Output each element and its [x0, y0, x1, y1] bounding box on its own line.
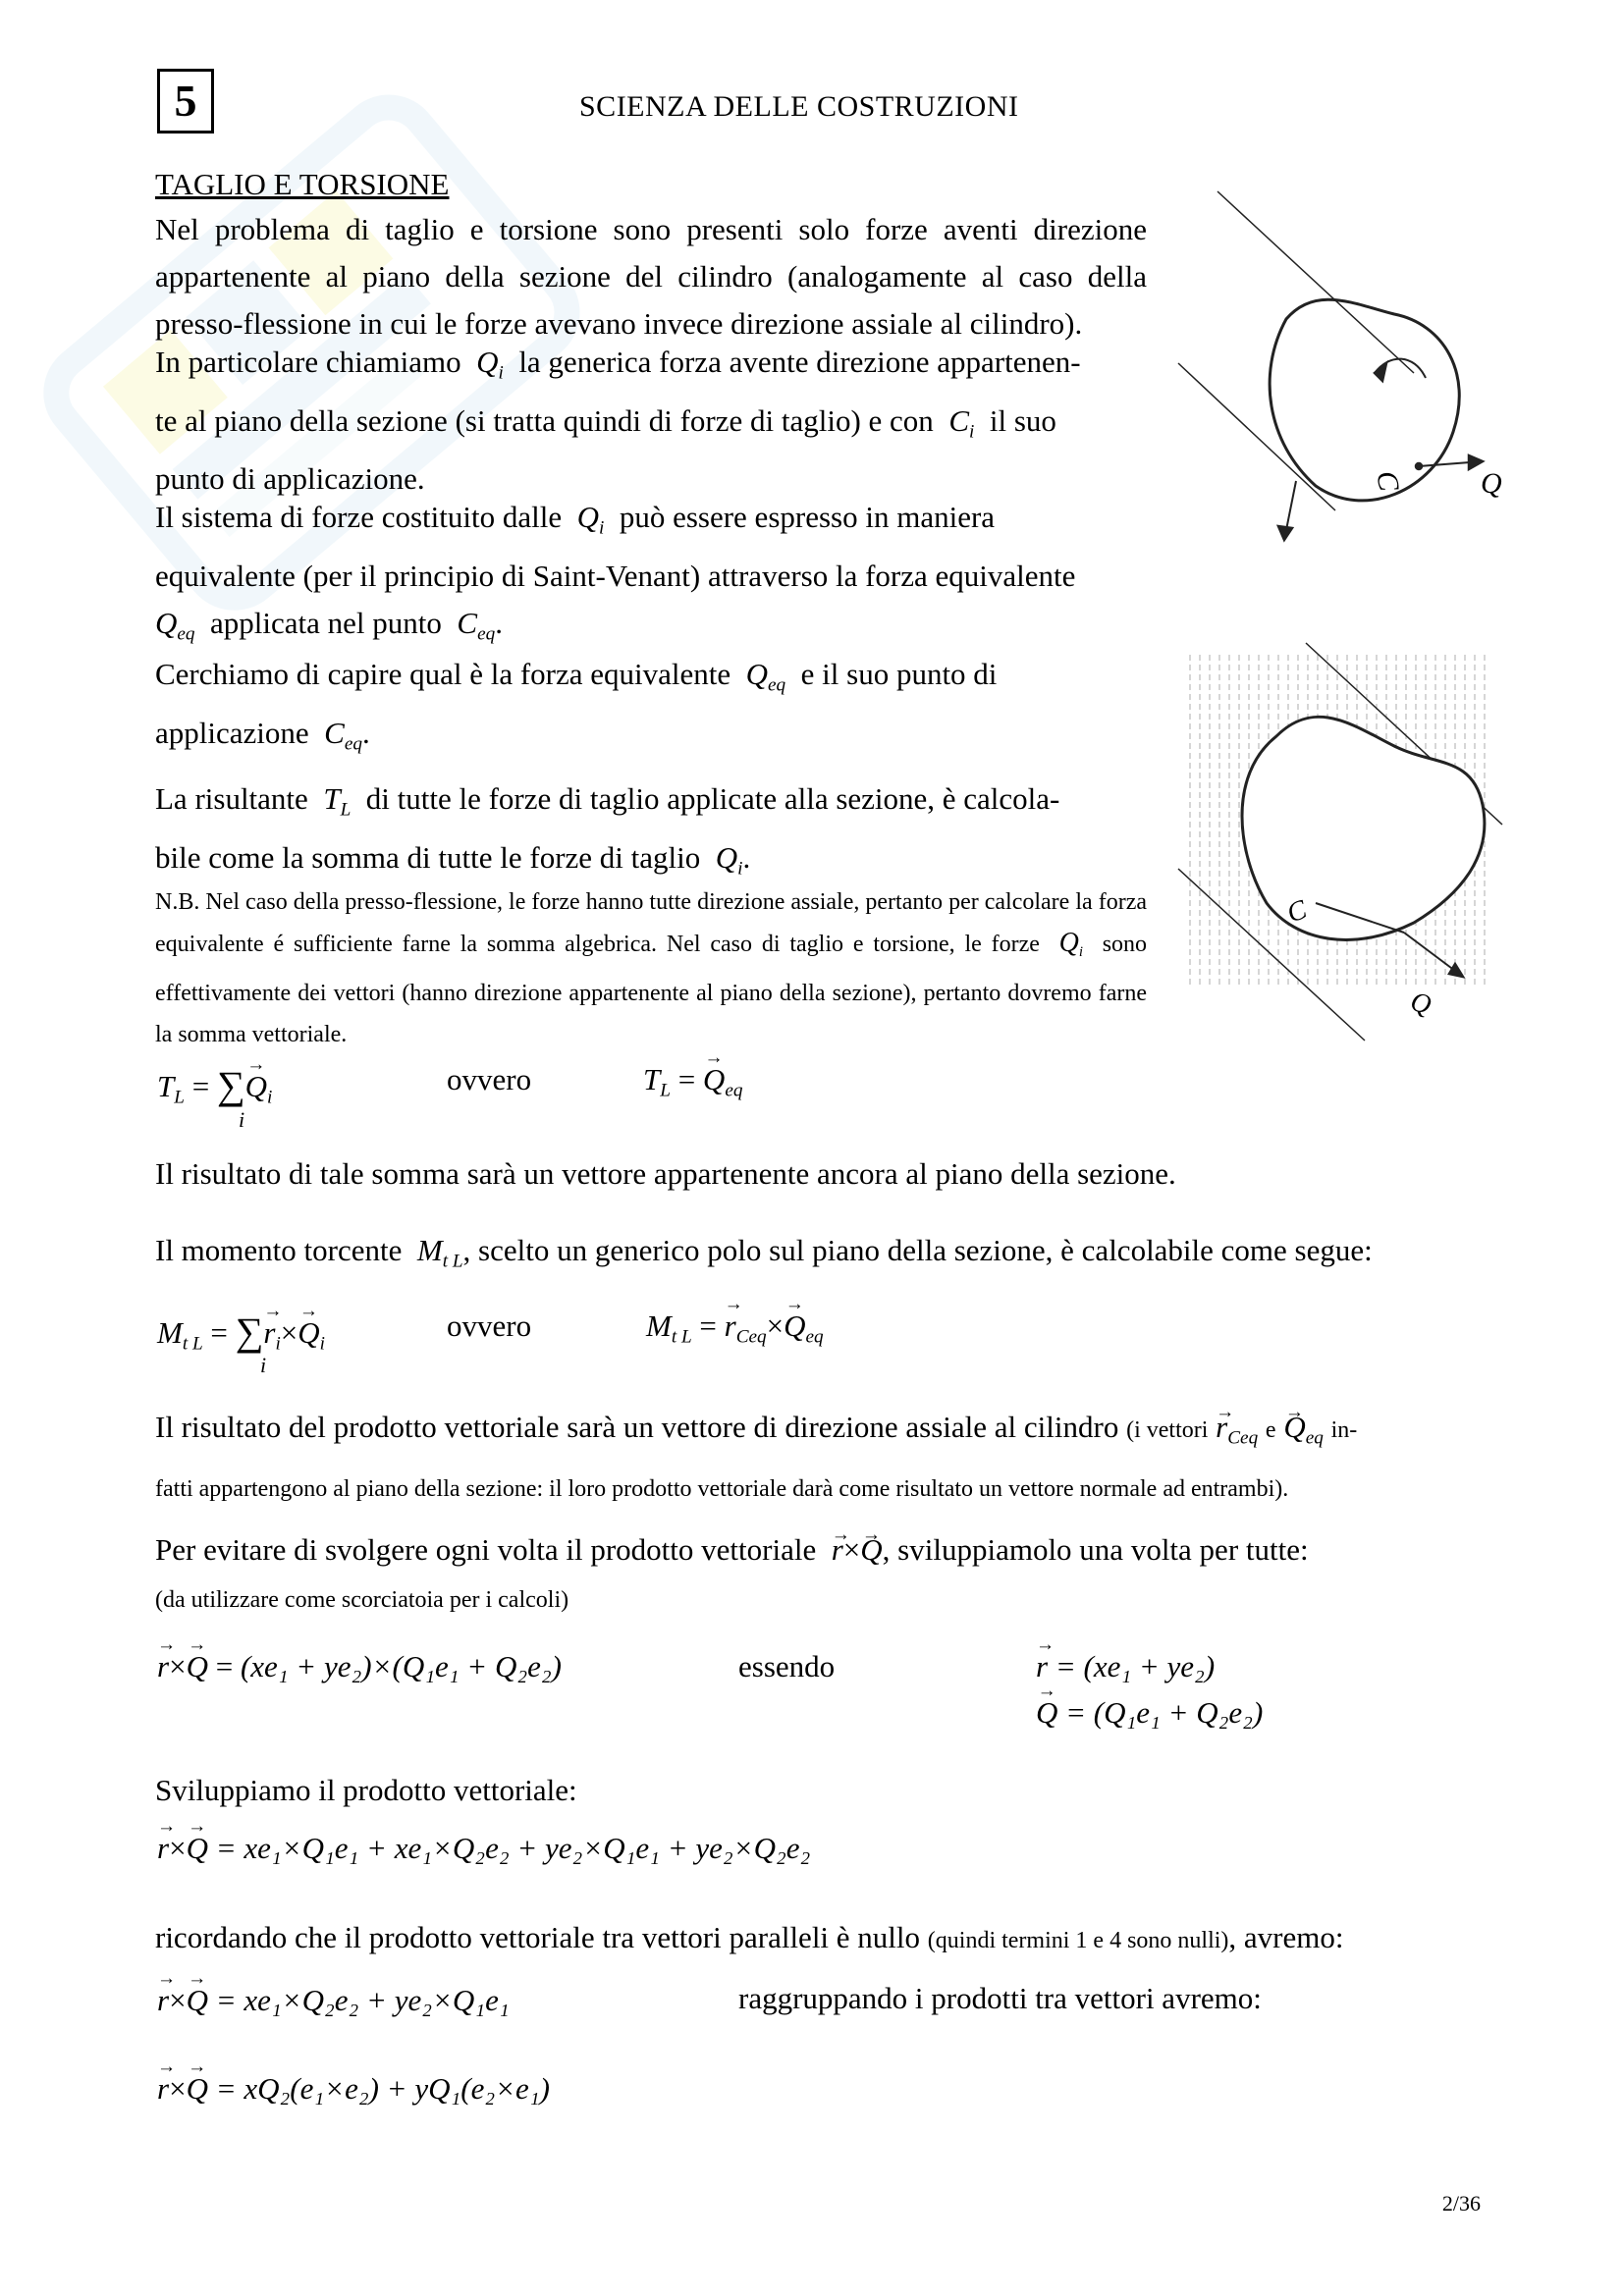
figure-equivalent-force-section	[1168, 638, 1522, 1050]
equation-expansion-full: → r×→ Q = xe₁×Q₁e₁ + xe₁×Q₂e₂ + ye₂×Q₁e₁ + ye₂×Q₂e₂	[157, 1831, 810, 1866]
paragraph-equivalent-system: Il sistema di forze costituito dalle $Q_i$ può essere espresso in maniera equivalente (per il principio di Saint-Venant) attraverso la forza equivalente $Q_{eq}$ applicata nel punto $C_{eq}$.	[155, 500, 1076, 645]
equation-resultant-sum: $T_L$ = ∑→ $Q_i$	[157, 1062, 272, 1109]
figure2-label-q: Q	[1407, 986, 1434, 1021]
equation-q-definition: → Q = (Q₁e₁ + Q₂e₂)	[1036, 1695, 1263, 1731]
paragraph-shortcut: Per evitare di svolgere ogni volta il prodotto vettoriale → r×→ Q, sviluppiamolo una volta per tutte: (da utilizzare come scorciatoia per i calcoli)	[155, 1526, 1481, 1621]
equation-product-definition: → r×→ Q = (xe₁ + ye₂)×(Q₁e₁ + Q₂e₂)	[157, 1649, 562, 1684]
word-ovvero-2: ovvero	[447, 1308, 532, 1343]
section-title: TAGLIO E TORSIONE	[155, 167, 450, 201]
figure2-label-c: C	[1282, 894, 1311, 930]
paragraph-find-equivalent: Cerchiamo di capire qual è la forza equivalente $Q_{eq}$ e il suo punto di applicazione $C_{eq}$.	[155, 657, 998, 755]
paragraph-develop: Sviluppiamo il prodotto vettoriale:	[155, 1773, 577, 1807]
text-grouping: raggruppando i prodotti tra vettori avremo:	[738, 1981, 1262, 2015]
paragraph-vector-product-result: Il risultato del prodotto vettoriale sarà un vettore di direzione assiale al cilindro (i vettori → $r_{Ceq}$ $e \to Q_{eq}$ in- fatti appartengono al piano della sezione: il loro prodotto vettoriale darà come risultato un vettore normale ad entrambi).	[155, 1404, 1481, 1510]
word-ovvero-1: ovvero	[447, 1062, 532, 1096]
paragraph-sum-result: Il risultato di tale somma sarà un vettore appartenente ancora al piano della sezione.	[155, 1156, 1176, 1191]
equation-grouped: → r×→ Q = xQ₂(e₁×e₂) + yQ₁(e₂×e₁)	[157, 2071, 550, 2107]
equation-r-definition: → r = (xe₁ + ye₂)	[1036, 1649, 1215, 1684]
sum-index-2: i	[260, 1353, 267, 1377]
paragraph-torque: Il momento torcente $M_{t L}$, scelto un generico polo sul piano della sezione, è calcolabile come segue:	[155, 1233, 1373, 1272]
figure-shear-force-section	[1168, 187, 1522, 560]
figure1-label-q: Q	[1481, 467, 1502, 500]
paragraph-parallel-null: ricordando che il prodotto vettoriale tra vettori paralleli è nullo (quindi termini 1 e 4 sono nulli), avremo:	[155, 1920, 1344, 1954]
page-number: 2/36	[1441, 2191, 1481, 2216]
note-paragraph: N.B. Nel caso della presso-flessione, le forze hanno tutte direzione assiale, pertanto per calcolare la forza equivalente é sufficiente farne la somma algebrica. Nel caso di taglio e torsione, le forze $Q_i$ sono effettivamente dei vettori (hanno direzione appartenente al piano della sezione), pertanto dovremo farne la somma vettoriale.	[155, 889, 1148, 1048]
equation-torque-sum: $M_{t L}$ = ∑→ $r_i\times\to Q_i$	[157, 1308, 325, 1356]
header-title: SCIENZA DELLE COSTRUZIONI	[579, 90, 1019, 123]
chapter-number-box: 5	[157, 69, 214, 133]
paragraph-resultant: La risultante $T_L$ di tutte le forze di taglio applicate alla sezione, è calcola- bile come la somma di tutte le forze di taglio $Q_i$.	[155, 781, 1060, 880]
sum-index: i	[239, 1107, 245, 1132]
equation-resultant-equivalent: $T_L$ = → $Q_{eq}$	[643, 1062, 742, 1102]
paragraph-qi-definition: In particolare chiamiamo $Q_i$ la generica forza avente direzione appartenen- te al piano della sezione (si tratta quindi di forze di taglio) e con $C_i$ il suo punto di applicazione.	[155, 345, 1081, 497]
word-essendo: essendo	[738, 1649, 836, 1683]
equation-expansion-reduced: → r×→ Q = xe₁×Q₂e₂ + ye₂×Q₁e₁	[157, 1983, 510, 2018]
equation-torque-equivalent: $M_{t L}$ = → $r_{Ceq}\times\to Q_{eq}$	[646, 1308, 824, 1349]
paragraph-intro: Nel problema di taglio e torsione sono presenti solo forze aventi direzione appartenente al piano della sezione del cilindro (analogamente al caso della presso-flessione in cui le forze avevano invece direzione assiale al cilindro).	[155, 212, 1147, 341]
figure1-label-c: C	[1370, 468, 1406, 494]
